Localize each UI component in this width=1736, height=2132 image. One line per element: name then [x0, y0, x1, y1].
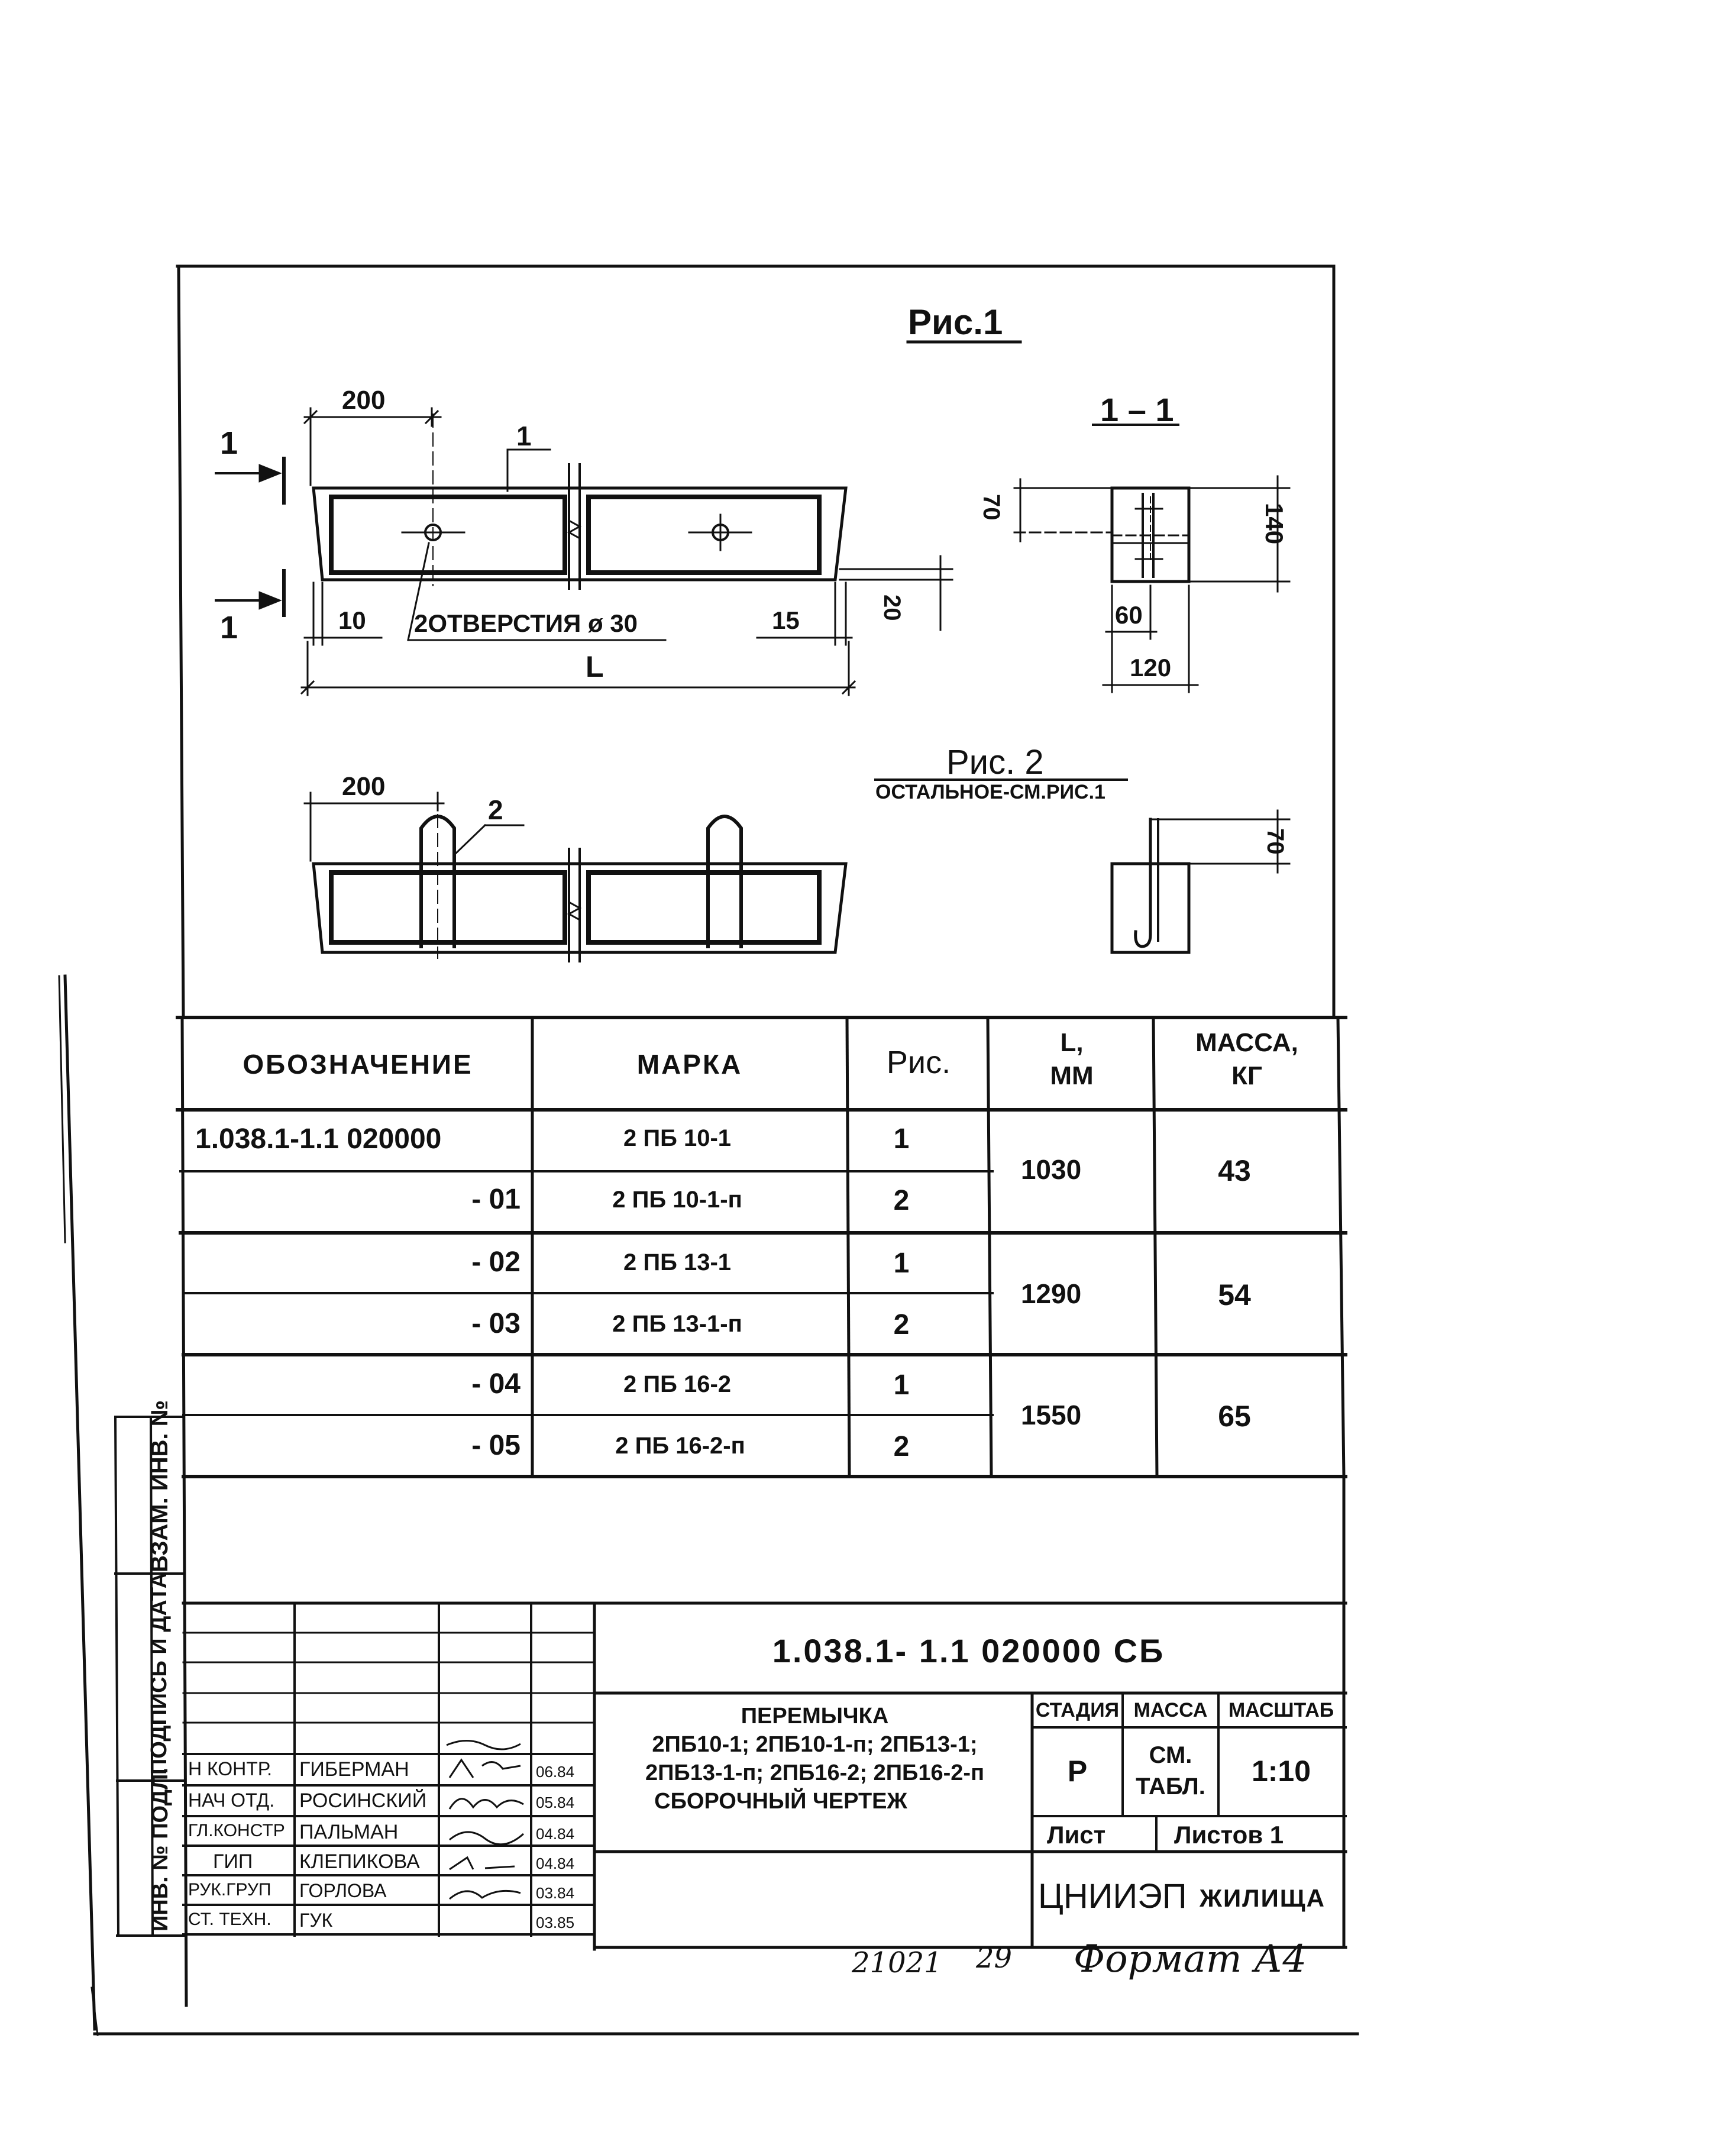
group-1-length: 1290 — [1020, 1278, 1082, 1309]
person-3-name: КЛЕПИКОВА — [299, 1850, 420, 1873]
person-3-date: 04.84 — [536, 1855, 575, 1872]
section-title: 1 – 1 — [1100, 391, 1174, 428]
margin-sign-date: ПОДПИСЬ И ДАТА — [147, 1572, 172, 1775]
person-3-role: ГИП — [213, 1850, 253, 1873]
fig1-dim-15: 15 — [772, 606, 800, 634]
stamp-mass-value-2: ТАБЛ. — [1136, 1774, 1205, 1800]
person-4-role: РУК.ГРУП — [188, 1880, 271, 1900]
fig2-dim-200: 200 — [342, 772, 386, 801]
row-2-designation: - 02 — [471, 1246, 521, 1278]
stamp-title-line-3: 2ПБ13-1-п; 2ПБ16-2; 2ПБ16-2-п — [645, 1760, 985, 1785]
row-5-fig: 2 — [893, 1431, 910, 1462]
person-2-name: ПАЛЬМАН — [299, 1821, 399, 1843]
row-0-mark: 2 ПБ 10-1 — [623, 1125, 732, 1151]
row-3-mark: 2 ПБ 13-1-п — [612, 1311, 742, 1337]
fig1-leader-1: 1 — [516, 421, 532, 451]
person-5-date: 03.85 — [536, 1914, 575, 1931]
row-4-designation: - 04 — [471, 1368, 521, 1400]
row-4-mark: 2 ПБ 16-2 — [623, 1371, 732, 1397]
footer-num-1: 21021 — [852, 1946, 942, 1979]
section-dim-120: 120 — [1130, 654, 1172, 681]
stamp-sheet-label: Лист — [1047, 1821, 1106, 1849]
table-header-mass: МАССА, КГ — [1195, 1028, 1298, 1090]
footer-format: Формат А4 — [1074, 1937, 1307, 1981]
stamp-stage-value: Р — [1067, 1755, 1088, 1788]
person-1-name: РОСИНСКИЙ — [299, 1789, 427, 1812]
stamp-scale-value: 1:10 — [1251, 1755, 1311, 1788]
person-5-name: ГУК — [299, 1910, 333, 1931]
person-0-name: ГИБЕРМАН — [299, 1758, 409, 1781]
section-dim-70: 70 — [978, 494, 1004, 521]
row-5-mark: 2 ПБ 16-2-п — [615, 1433, 745, 1459]
fig2-subtitle: ОСТАЛЬНОЕ-СМ.РИС.1 — [875, 781, 1105, 803]
stamp-title-line-1: ПЕРЕМЫЧКА — [741, 1704, 889, 1729]
stamp-title-line-2: 2ПБ10-1; 2ПБ10-1-п; 2ПБ13-1; — [652, 1732, 978, 1757]
row-0-designation: 1.038.1-1.1 020000 — [195, 1123, 442, 1155]
table-header-designation: ОБОЗНАЧЕНИЕ — [243, 1049, 473, 1080]
table-header-fig: Рис. — [886, 1045, 951, 1080]
fig1-dim-20: 20 — [879, 595, 905, 621]
fig1-dim-200: 200 — [342, 386, 386, 415]
fig1-title: Рис.1 — [908, 302, 1003, 342]
fig1-section-mark-top: 1 — [220, 425, 238, 461]
row-2-fig: 1 — [893, 1248, 910, 1279]
section-dim-140: 140 — [1260, 503, 1288, 545]
fig2-title: Рис. 2 — [946, 743, 1044, 781]
row-3-fig: 2 — [893, 1309, 910, 1340]
row-5-designation: - 05 — [471, 1430, 521, 1461]
row-4-fig: 1 — [893, 1369, 910, 1401]
stamp-sheets-label: Листов 1 — [1174, 1821, 1284, 1849]
person-0-date: 06.84 — [536, 1763, 575, 1781]
footer-num-2: 29 — [976, 1942, 1013, 1975]
table-header-length: L, MM — [1050, 1028, 1094, 1090]
margin-inv-swap: ВЗАМ. ИНВ. № — [147, 1400, 173, 1572]
stamp-code: 1.038.1- 1.1 020000 СБ — [772, 1632, 1165, 1669]
section-dim-60: 60 — [1115, 601, 1143, 629]
fig1-section-mark-bottom: 1 — [220, 610, 238, 645]
row-1-designation: - 01 — [471, 1184, 521, 1215]
row-2-mark: 2 ПБ 13-1 — [623, 1249, 732, 1275]
row-1-fig: 2 — [893, 1185, 910, 1216]
margin-inv-orig: ИНВ. № ПОДЛ. — [148, 1768, 173, 1931]
stamp-stage-label: СТАДИЯ — [1035, 1699, 1120, 1721]
group-2-length: 1550 — [1020, 1400, 1082, 1430]
row-3-designation: - 03 — [471, 1308, 521, 1339]
stamp-mass-label: МАССА — [1133, 1699, 1208, 1721]
person-1-date: 05.84 — [536, 1794, 575, 1811]
person-1-role: НАЧ ОТД. — [188, 1789, 275, 1811]
group-1-mass: 54 — [1218, 1278, 1251, 1311]
stamp-title-line-4: СБОРОЧНЫЙ ЧЕРТЕЖ — [654, 1789, 907, 1814]
fig1-dim-10: 10 — [338, 606, 366, 634]
person-4-name: ГОРЛОВА — [299, 1880, 387, 1901]
group-2-mass: 65 — [1218, 1400, 1251, 1433]
row-1-mark: 2 ПБ 10-1-п — [612, 1187, 742, 1213]
person-2-role: ГЛ.КОНСТР — [188, 1821, 285, 1840]
group-0-mass: 43 — [1218, 1154, 1251, 1187]
signature-mark — [447, 1741, 521, 1750]
person-5-role: СТ. ТЕХН. — [188, 1910, 271, 1929]
table-header-mark: МАРКА — [636, 1049, 743, 1080]
person-2-date: 04.84 — [536, 1825, 575, 1843]
person-0-role: Н КОНТР. — [188, 1758, 273, 1779]
stamp-scale-label: МАСШТАБ — [1228, 1699, 1334, 1721]
fig1-dim-L: L — [586, 650, 604, 683]
fig2-dim-70: 70 — [1262, 828, 1288, 855]
person-4-date: 03.84 — [536, 1884, 575, 1902]
stamp-org-2: ЖИЛИЩА — [1200, 1884, 1326, 1912]
fig2-leader-2: 2 — [488, 794, 503, 825]
stamp-org-1: ЦНИИЭП — [1038, 1877, 1187, 1915]
stamp-mass-value-1: СМ. — [1149, 1742, 1192, 1768]
row-0-fig: 1 — [893, 1123, 910, 1155]
group-0-length: 1030 — [1020, 1154, 1082, 1185]
fig1-holes-label: 2ОТВЕРСТИЯ ø 30 — [414, 609, 638, 637]
